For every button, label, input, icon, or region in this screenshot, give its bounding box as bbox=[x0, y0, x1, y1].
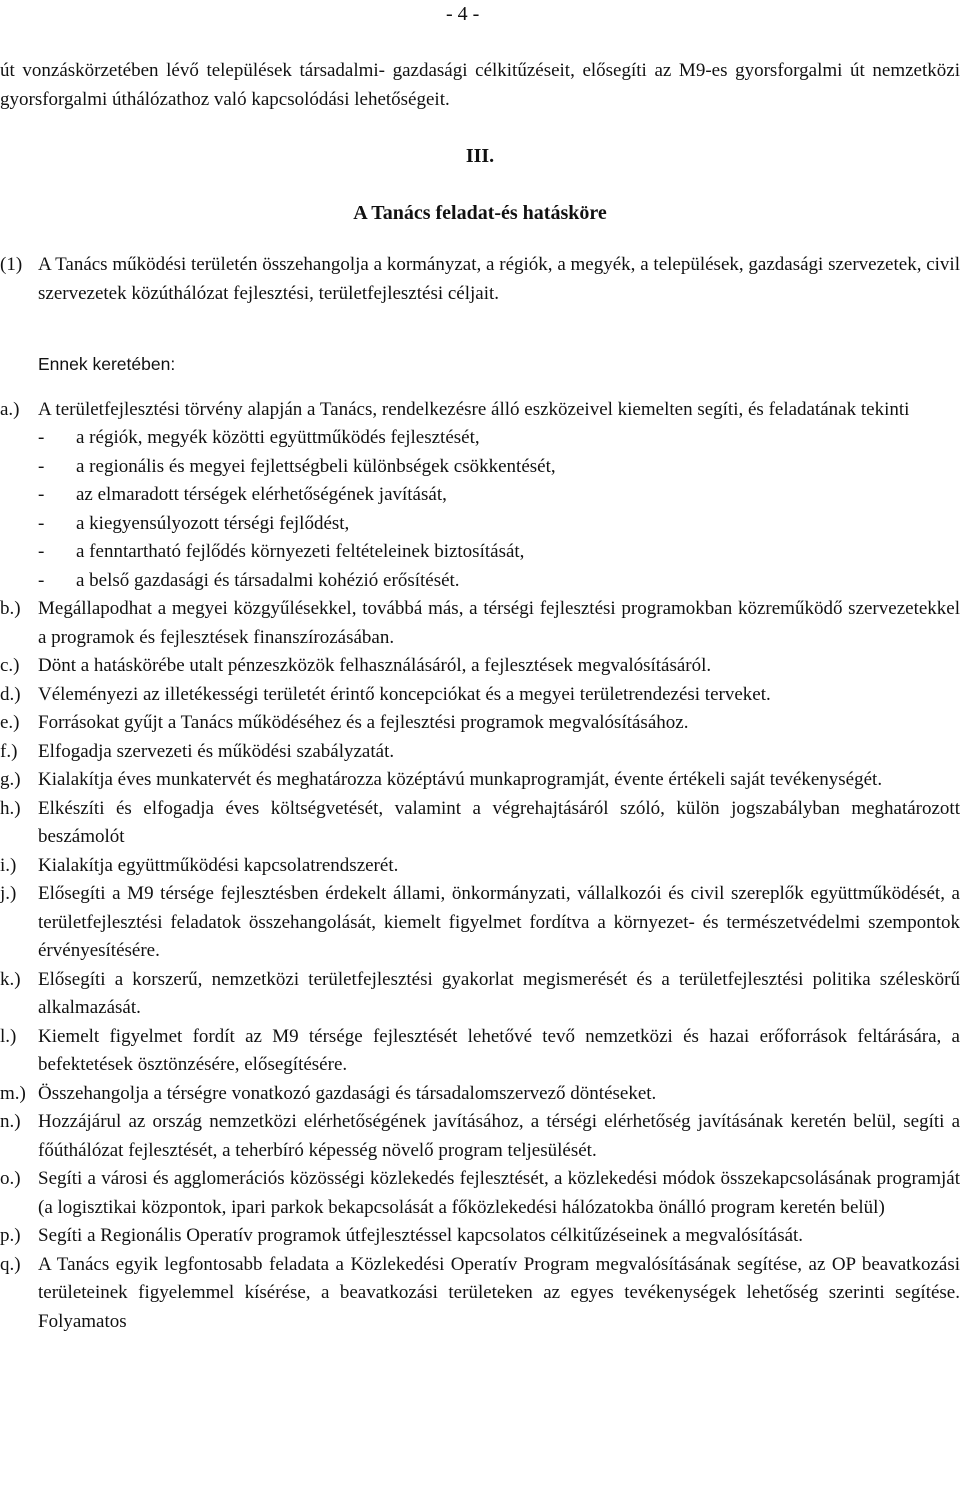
sub-item-text: a régiók, megyék közötti együttműködés fejlesztését, bbox=[76, 427, 480, 448]
list-item-m bbox=[0, 1080, 960, 1109]
item-label: f.) bbox=[0, 740, 18, 762]
list-item-k bbox=[0, 966, 960, 1023]
item-text: Segíti a Regionális Operatív programok útfejlesztéssel kapcsolatos célkitűzéseinek a megvalósítását. bbox=[38, 1225, 804, 1246]
intro-paragraph: út vonzáskörzetében lévő települések társadalmi- gazdasági célkitűzéseit, elősegíti az M9-es gyorsforgalmi út nemzetközi gyorsforgalmi úthálózathoz való kapcsolódási lehetőségeit. bbox=[0, 60, 960, 110]
item-label: h.) bbox=[0, 797, 21, 819]
list-item-f bbox=[0, 738, 960, 767]
sub-item-text: a kiegyensúlyozott térségi fejlődést, bbox=[76, 512, 350, 534]
item-text: Kiemelt figyelmet fordít az M9 térsége fejlesztését lehetővé tevő nemzetközi és hazai erőforrások feltárására, a befektetések ösztönzésére, elősegítésére. bbox=[38, 1025, 960, 1075]
list-item-i bbox=[0, 852, 960, 881]
page-number: - 4 - bbox=[446, 3, 480, 25]
sub-item bbox=[0, 424, 960, 453]
item-text: Dönt a hatáskörébe utalt pénzeszközök felhasználásáról, a fejlesztések megvalósításáról. bbox=[38, 655, 712, 676]
item-label: n.) bbox=[0, 1111, 21, 1132]
within-label: Ennek keretében: bbox=[38, 353, 176, 374]
section-title: A Tanács feladat-és hatásköre bbox=[353, 201, 607, 224]
item-label: k.) bbox=[0, 968, 21, 990]
dash-marker: - bbox=[38, 569, 45, 591]
dash-marker: - bbox=[38, 455, 45, 477]
paragraph-1-label: (1) bbox=[0, 254, 23, 275]
item-label: i.) bbox=[0, 854, 17, 876]
paragraph-1-text: A Tanács működési területén összehangolja a kormányzat, a régiók, a megyék, a települések, gazdasági szervezetek, civil szervezetek közúthálózat fejlesztési, területfejlesztési céljait. bbox=[38, 254, 960, 304]
list-item-n bbox=[0, 1108, 960, 1165]
item-text: Összehangolja a térségre vonatkozó gazdasági és társadalomszervező döntéseket. bbox=[38, 1082, 657, 1104]
sub-item bbox=[0, 481, 960, 510]
item-text: Kialakítja éves munkatervét és meghatározza középtávú munkaprogramját, évente értékeli saját tevékenységét. bbox=[38, 769, 883, 790]
list-item-b bbox=[0, 595, 960, 652]
item-text: A Tanács egyik legfontosabb feladata a Közlekedési Operatív Program megvalósításának segítése, az OP beavatkozási területeinek figyelemmel kísérése, a beavatkozási területeken az egyes tevékenységek lehetőség szerinti segítése. Folyamatos bbox=[38, 1253, 960, 1332]
list-item-e bbox=[0, 709, 960, 738]
item-text: Elfogadja szervezeti és működési szabályzatát. bbox=[38, 740, 395, 762]
item-text: Elősegíti a korszerű, nemzetközi területfejlesztési gyakorlat megismerését és a területfejlesztési politika széleskörű alkalmazását. bbox=[38, 968, 960, 1018]
item-text: Véleményezi az illetékességi területét érintő koncepciókat és a megyei területrendezési terveket. bbox=[38, 683, 771, 705]
item-text: Kialakítja együttműködési kapcsolatrendszerét. bbox=[38, 854, 399, 876]
dash-marker: - bbox=[38, 541, 45, 562]
sub-item-text: a fenntartható fejlődés környezeti feltételeinek biztosítását, bbox=[76, 541, 525, 562]
sub-item-text: az elmaradott térségek elérhetőségének javítását, bbox=[76, 484, 447, 505]
list-item-j bbox=[0, 880, 960, 966]
list-item-g bbox=[0, 766, 960, 795]
paragraph-1 bbox=[0, 251, 960, 308]
spacer bbox=[0, 171, 960, 199]
sub-item bbox=[0, 453, 960, 482]
item-label: l.) bbox=[0, 1025, 17, 1047]
item-label: a.) bbox=[0, 398, 20, 420]
spacer bbox=[0, 308, 960, 332]
item-label: e.) bbox=[0, 712, 20, 733]
item-text: Elősegíti a M9 térsége fejlesztésben érdekelt állami, önkormányzati, vállalkozói és civil szereplők együttműködését, a területfejlesztési feladatok összehangolását, kiemelt figyelmet fordítva a környezet- és természetvédelmi szempontok érvényesítésére. bbox=[38, 883, 960, 961]
item-label: p.) bbox=[0, 1225, 21, 1246]
sub-item bbox=[0, 538, 960, 567]
item-text: Megállapodhat a megyei közgyűlésekkel, továbbá más, a térségi fejlesztési programokban közreműködő szervezetekkel a programok és fejlesztések finanszírozásában. bbox=[38, 598, 960, 648]
sub-item-text: a regionális és megyei fejlettségbeli különbségek csökkentését, bbox=[76, 455, 556, 477]
list-item-h bbox=[0, 795, 960, 852]
sub-item bbox=[0, 567, 960, 596]
document-body bbox=[0, 57, 960, 1336]
list-item-c bbox=[0, 652, 960, 681]
item-text: Segíti a városi és agglomerációs közösségi közlekedés fejlesztését, a közlekedési módok összekapcsolásának programját (a logisztikai központok, ipari parkok bekapcsolását a főközlekedési hálózatokba önálló program keretén belül) bbox=[38, 1168, 960, 1218]
item-text: A területfejlesztési törvény alapján a Tanács, rendelkezésre álló eszközeivel kiemelten segíti, és feladatának tekinti bbox=[38, 398, 910, 420]
item-label: d.) bbox=[0, 683, 21, 705]
item-text: Forrásokat gyűjt a Tanács működéséhez és a fejlesztési programok megvalósításához. bbox=[38, 712, 689, 733]
spacer bbox=[0, 227, 960, 251]
item-text: Elkészíti és elfogadja éves költségvetését, valamint a végrehajtásáról szóló, külön jogszabályban meghatározott beszámolót bbox=[38, 797, 960, 847]
list-item-l bbox=[0, 1023, 960, 1080]
item-label: c.) bbox=[0, 655, 20, 676]
item-label: g.) bbox=[0, 769, 21, 790]
list-item-p bbox=[0, 1222, 960, 1251]
item-text: Hozzájárul az ország nemzetközi elérhetőségének javításához, a térségi elérhetőség javításának keretén belül, segíti a főúthálózat fejlesztését, a teherbíró képesség növelő program teljesülését. bbox=[38, 1111, 960, 1161]
sub-item-text: a belső gazdasági és társadalmi kohézió erősítését. bbox=[76, 569, 460, 591]
dash-marker: - bbox=[38, 484, 45, 505]
item-label: o.) bbox=[0, 1168, 21, 1189]
spacer bbox=[0, 114, 960, 142]
item-label: j.) bbox=[0, 883, 17, 904]
list-item-q bbox=[0, 1251, 960, 1337]
list-item-a bbox=[0, 396, 960, 425]
section-number: III. bbox=[465, 145, 495, 167]
dash-marker: - bbox=[38, 512, 45, 534]
item-label: q.) bbox=[0, 1253, 21, 1275]
dash-marker: - bbox=[38, 427, 45, 448]
item-label: m.) bbox=[0, 1082, 26, 1104]
item-label: b.) bbox=[0, 598, 21, 619]
list-item-d bbox=[0, 681, 960, 710]
sub-item bbox=[0, 510, 960, 539]
list-item-o bbox=[0, 1165, 960, 1222]
